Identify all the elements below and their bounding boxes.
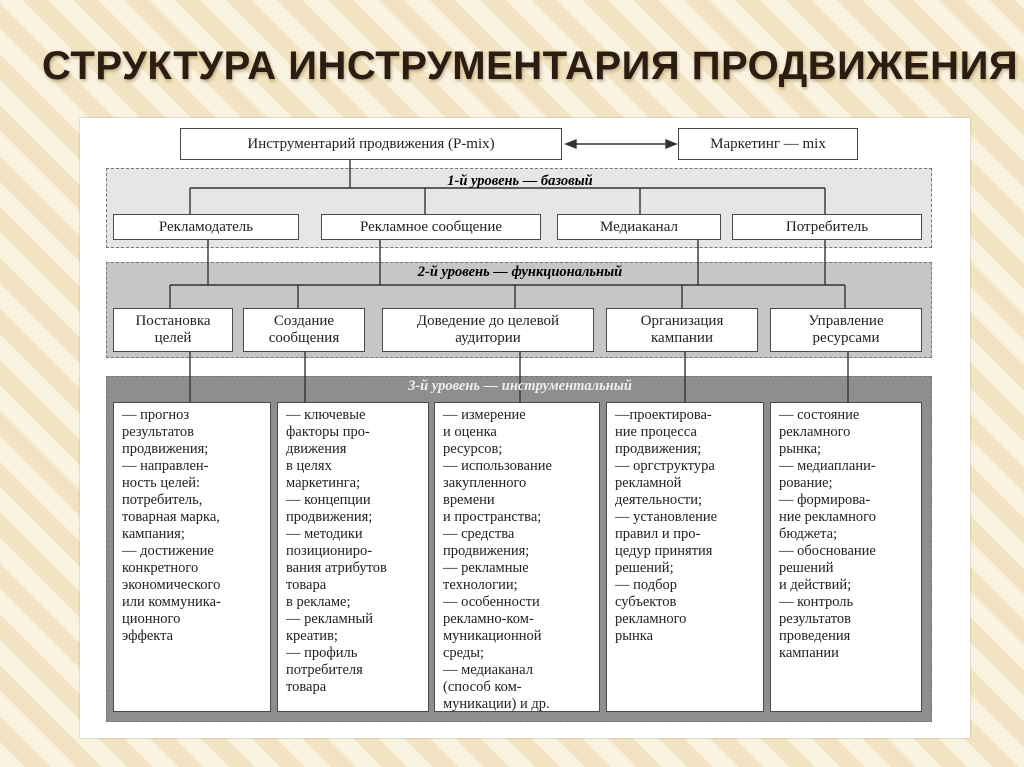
- level3-column: [606, 402, 764, 712]
- level3-line: движения: [286, 441, 347, 457]
- level2-item-audience-delivery: [382, 308, 594, 352]
- level3-line: бюджета;: [779, 526, 838, 542]
- level2-item-resource-management: [770, 308, 922, 352]
- level2-item-message-creation-line1: Создание: [273, 313, 335, 329]
- slide-title: СТРУКТУРА ИНСТРУМЕНТАРИЯ ПРОДВИЖЕНИЯ: [42, 44, 1019, 88]
- level1-item-ad-message: Рекламное сообщение: [321, 214, 541, 240]
- level3-line: среды;: [443, 645, 485, 661]
- level3-line: товара: [286, 577, 327, 593]
- level3-line: — подбор: [615, 577, 677, 593]
- level2-item-campaign-organization-line2: кампании: [651, 330, 713, 346]
- level2-item-campaign-organization: [606, 308, 758, 352]
- level3-line: — состояние: [779, 407, 860, 423]
- level3-line: маркетинга;: [286, 475, 361, 491]
- level3-line: муникационной: [443, 628, 542, 644]
- level3-line: — контроль: [779, 594, 854, 610]
- level3-line: рекламно-ком-: [443, 611, 534, 627]
- level2-item-message-creation: [243, 308, 365, 352]
- level3-line: рекламной: [615, 475, 682, 491]
- pmix-box: Инструментарий продвижения (P-mix): [180, 128, 562, 160]
- level3-line: и пространства;: [443, 509, 542, 525]
- level3-line: в целях: [286, 458, 332, 474]
- level3-line: муникации) и др.: [443, 696, 550, 712]
- level3-line: креатив;: [286, 628, 338, 644]
- level3-line: проведения: [779, 628, 851, 644]
- level2-item-resource-management-line2: ресурсами: [812, 330, 880, 346]
- level3-line: деятельности;: [615, 492, 703, 508]
- level1-item-consumer: Потребитель: [732, 214, 922, 240]
- level3-line: и оценка: [443, 424, 497, 440]
- level3-line: в рекламе;: [286, 594, 351, 610]
- level3-line: правил и про-: [615, 526, 701, 542]
- level3-line: продвижения;: [122, 441, 209, 457]
- level3-line: — ключевые: [286, 407, 366, 423]
- level3-line: вания атрибутов: [286, 560, 387, 576]
- level1-item-advertiser: Рекламодатель: [113, 214, 299, 240]
- level3-line: — средства: [443, 526, 515, 542]
- level3-line: товара: [286, 679, 327, 695]
- level3-column: [277, 402, 429, 712]
- level3-line: результатов: [122, 424, 195, 440]
- level3-line: эффекта: [122, 628, 174, 644]
- level3-line: товарная марка,: [122, 509, 220, 525]
- level2-item-message-creation-line2: сообщения: [268, 330, 340, 346]
- level3-line: — медиаканал: [443, 662, 533, 678]
- level3-line: — использование: [443, 458, 552, 474]
- level1-label: 1-й уровень — базовый: [447, 173, 593, 189]
- level3-line: — оргструктура: [615, 458, 715, 474]
- level3-line: —проектирова-: [615, 407, 712, 423]
- level3-line: кампания;: [122, 526, 185, 542]
- level3-line: экономического: [122, 577, 221, 593]
- level3-line: продвижения;: [443, 543, 530, 559]
- level3-line: — методики: [286, 526, 363, 542]
- level2-item-campaign-organization-line1: Организация: [640, 313, 724, 329]
- level3-label: 3-й уровень — инструментальный: [408, 378, 632, 394]
- level3-line: — концепции: [286, 492, 371, 508]
- level2-item-goal-setting: [113, 308, 233, 352]
- level1-item-media-channel: Медиаканал: [557, 214, 721, 240]
- level3-line: — профиль: [286, 645, 358, 661]
- level3-line: — рекламные: [443, 560, 529, 576]
- level3-line: факторы про-: [286, 424, 370, 440]
- level3-line: рынка;: [779, 441, 822, 457]
- level3-line: субъектов: [615, 594, 677, 610]
- level3-line: — формирова-: [779, 492, 871, 508]
- level3-line: технологии;: [443, 577, 518, 593]
- level3-line: — рекламный: [286, 611, 373, 627]
- level3-line: кампании: [779, 645, 839, 661]
- level3-line: рование;: [779, 475, 833, 491]
- level2-label: 2-й уровень — функциональный: [417, 264, 623, 280]
- level3-line: потребитель,: [122, 492, 203, 508]
- level3-line: конкретного: [122, 560, 199, 576]
- level3-line: решений: [779, 560, 834, 576]
- level3-line: — направлен-: [122, 458, 209, 474]
- level3-column: [434, 402, 600, 712]
- level3-line: ние процесса: [615, 424, 697, 440]
- level3-line: ресурсов;: [443, 441, 503, 457]
- level3-line: — измерение: [443, 407, 526, 423]
- level2-item-audience-delivery-line1: Доведение до целевой: [416, 313, 560, 329]
- level3-line: позициониро-: [286, 543, 373, 559]
- level3-line: и действий;: [779, 577, 852, 593]
- level3-column: [113, 402, 271, 712]
- level3-line: — установление: [615, 509, 718, 525]
- level3-line: — особенности: [443, 594, 540, 610]
- level2-item-goal-setting-line1: Постановка: [135, 313, 211, 329]
- level3-line: рекламного: [615, 611, 687, 627]
- level3-line: рекламного: [779, 424, 851, 440]
- level2-item-goal-setting-line2: целей: [154, 330, 192, 346]
- level3-line: рынка: [615, 628, 654, 644]
- level2-item-resource-management-line1: Управление: [808, 313, 884, 329]
- level2-item-audience-delivery-line2: аудитории: [455, 330, 521, 346]
- level3-line: — достижение: [122, 543, 214, 559]
- diagram-figure: [80, 118, 970, 738]
- level3-line: результатов: [779, 611, 852, 627]
- level3-line: продвижения;: [615, 441, 702, 457]
- level3-line: ние рекламного: [779, 509, 877, 525]
- level3-column: [770, 402, 922, 712]
- level3-line: продвижения;: [286, 509, 373, 525]
- level3-line: или коммуника-: [122, 594, 221, 610]
- marketing-mix-box: Маркетинг — mix: [678, 128, 858, 160]
- level3-line: — медиаплани-: [779, 458, 876, 474]
- level3-line: — обоснование: [779, 543, 876, 559]
- level3-line: потребителя: [286, 662, 363, 678]
- level3-line: цедур принятия: [615, 543, 713, 559]
- level3-line: ционного: [122, 611, 181, 627]
- level3-line: времени: [443, 492, 495, 508]
- level3-line: — прогноз: [122, 407, 190, 423]
- level3-line: ность целей:: [122, 475, 201, 491]
- level3-line: (способ ком-: [443, 679, 522, 695]
- level3-line: закупленного: [443, 475, 527, 491]
- level3-line: решений;: [615, 560, 674, 576]
